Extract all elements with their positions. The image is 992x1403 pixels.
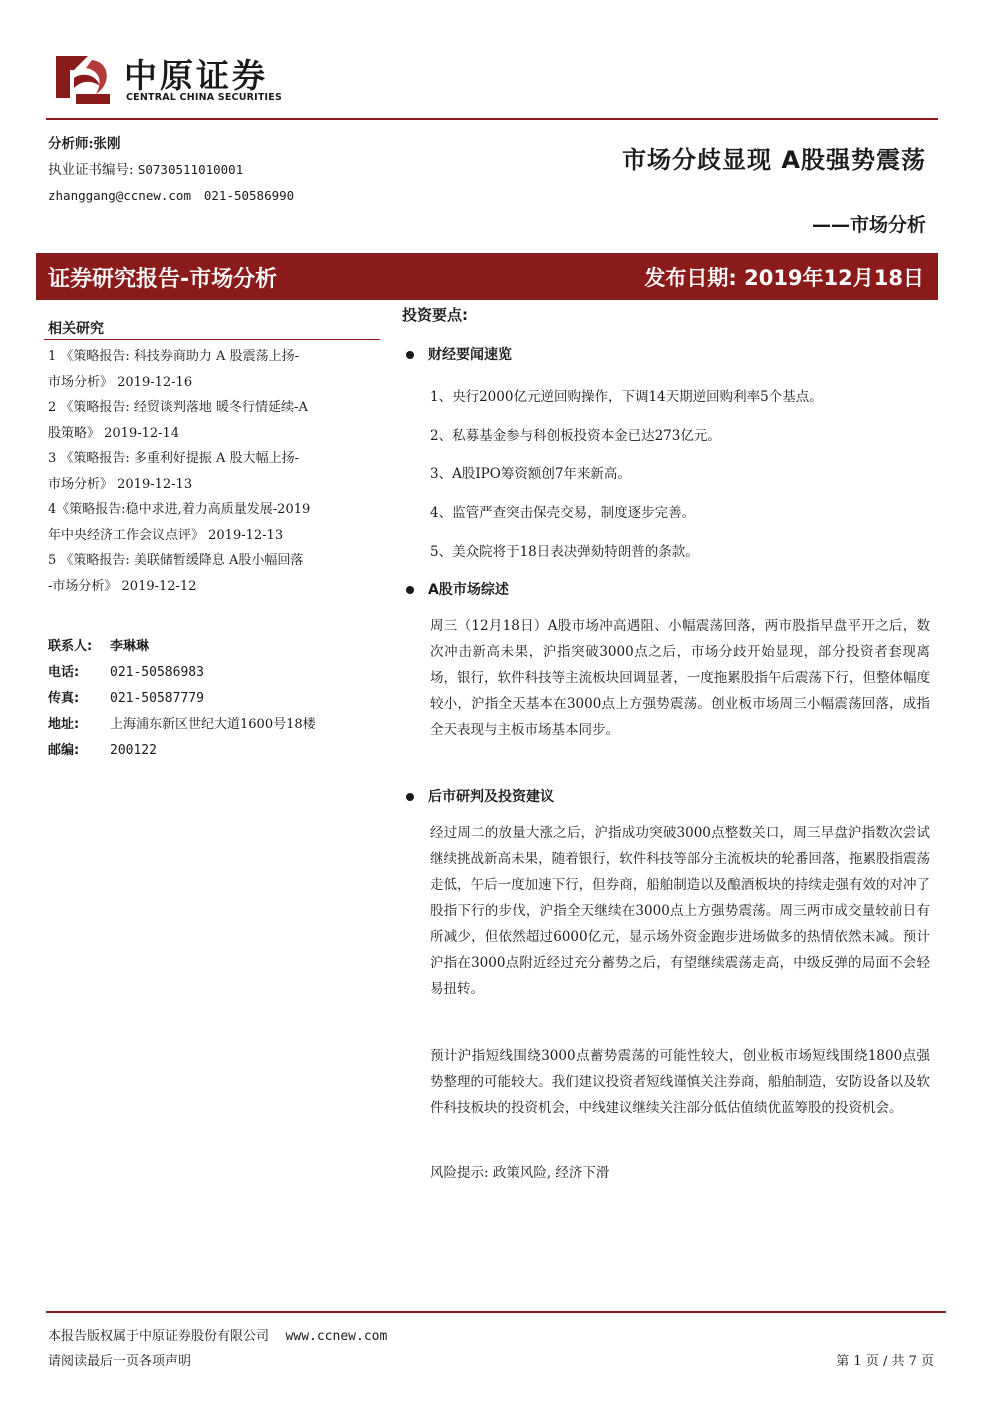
contact-tel: 021-50586983 <box>110 665 204 680</box>
analyst-email: zhanggang@ccnew.com <box>48 188 191 203</box>
cert-line <box>48 157 294 183</box>
report-subtitle: ——市场分析 <box>811 214 926 236</box>
footer-divider <box>46 1311 946 1313</box>
related-research-list <box>48 344 384 599</box>
bullet-icon <box>406 586 414 594</box>
copyright-text: 本报告版权属于中原证券股份有限公司 <box>48 1329 270 1344</box>
key-points-title: 投资要点: <box>402 306 468 324</box>
publish-date: 发布日期: 2019年12月18日 <box>644 266 924 290</box>
contact-person: 李琳琳 <box>110 639 150 654</box>
contact-addr-row: 地址: 上海浦东新区世纪大道1600号18楼 <box>48 717 316 732</box>
contact-zip: 200122 <box>110 743 157 758</box>
list-item[interactable]: 1 《策略报告: 科技券商助力 A 股震荡上扬- 市场分析》 2019-12-16 <box>48 349 299 390</box>
market-summary-paragraph: 周三（12月18日）A股市场冲高遇阻、小幅震荡回落，两市股指早盘平开之后，数次冲击新高未果，沪指突破3000点之后，市场分歧开始显现，部分投资者套现离场，银行，软件科技等主流板块回调显著，一度拖累股指午后震荡下行，但整体幅度较小，沪指全天基本在3000点上方强势震荡。创业板市场周三小幅震荡回落，成指全天表现与主板市场基本同步。 <box>430 618 930 738</box>
footer-notice: 请阅读最后一页各项声明 <box>48 1354 192 1369</box>
contact-fax: 021-50587779 <box>110 691 204 706</box>
bullet-icon <box>406 351 414 359</box>
contact-zip-row: 邮编: 200122 <box>48 743 157 758</box>
analyst-info <box>48 131 294 209</box>
outlook-paragraph-2: 预计沪指短线围绕3000点蓄势震荡的可能性较大，创业板市场短线围绕1800点强势整理的可能较大。我们建议投资者短线谨慎关注券商，船舶制造，安防设备以及软件科技板块的投资机会，中线建议继续关注部分低估值绩优蓝筹股的投资机会。 <box>430 1048 930 1116</box>
news-item: 3、A股IPO筹资额创7年来新高。 <box>430 466 631 482</box>
report-title: 市场分歧显现 A股强势震荡 <box>622 146 926 174</box>
related-divider <box>44 339 380 340</box>
footer-copyright-line <box>48 1325 387 1344</box>
contact-fax-row: 传真: 021-50587779 <box>48 691 204 706</box>
bullet-icon <box>406 793 414 801</box>
contact-block <box>48 634 316 764</box>
list-item[interactable]: 4《策略报告:稳中求进,着力高质量发展-2019 年中央经济工作会议点评》 2019-12-13 <box>48 502 311 543</box>
contact-line <box>48 183 294 209</box>
list-item[interactable]: 2 《策略报告: 经贸谈判落地 暖冬行情延续-A 股策略》 2019-12-14 <box>48 400 308 441</box>
news-item: 5、美众院将于18日表决弹劾特朗普的条款。 <box>430 544 699 560</box>
outlook-paragraph-1: 经过周二的放量大涨之后，沪指成功突破3000点整数关口，周三早盘沪指数次尝试继续挑战新高未果，随着银行，软件科技等部分主流板块的轮番回落，拖累股指震荡走低，午后一度加速下行，但券商，船舶制造以及酿酒板块的持续走强有效的对冲了股指下行的步伐，沪指全天继续在3000点上方强势震荡。周三两市成交量较前日有所减少，但依然超过6000亿元，显示场外资金跑步进场做多的热情依然未减。预计沪指在3000点附近经过充分蓄势之后，有望继续震荡走高，中级反弹的局面不会轻易扭转。 <box>430 825 930 997</box>
news-item: 4、监管严查突击保壳交易，制度逐步完善。 <box>430 505 696 521</box>
cert-number: S0730511010001 <box>137 162 244 177</box>
brand-name-cn: 中原证券 <box>124 56 268 95</box>
risk-warning: 风险提示: 政策风险, 经济下滑 <box>430 1165 610 1181</box>
report-category: 证券研究报告-市场分析 <box>48 267 278 292</box>
contact-address: 上海浦东新区世纪大道1600号18楼 <box>110 717 316 732</box>
section-market-heading: A股市场综述 <box>406 579 509 599</box>
news-item: 1、央行2000亿元逆回购操作，下调14天期逆回购利率5个基点。 <box>430 389 823 405</box>
analyst-phone: 021-50586990 <box>203 188 295 203</box>
list-item[interactable]: 3 《策略报告: 多重利好提振 A 股大幅上扬- 市场分析》 2019-12-13 <box>48 451 299 492</box>
section-outlook-heading: 后市研判及投资建议 <box>406 786 554 806</box>
brand-name-en: CENTRAL CHINA SECURITIES <box>126 92 283 103</box>
contact-person-row: 联系人: 李琳琳 <box>48 639 150 654</box>
analyst-label: 分析师: <box>48 136 94 152</box>
news-item: 2、私募基金参与科创板投资本金已达273亿元。 <box>430 428 721 444</box>
cert-label: 执业证书编号: <box>48 162 134 178</box>
contact-tel-row: 电话: 021-50586983 <box>48 665 204 680</box>
report-banner <box>36 253 938 300</box>
related-research-title: 相关研究 <box>48 321 104 337</box>
analyst-line <box>48 131 294 157</box>
list-item[interactable]: 5 《策略报告: 美联储暂缓降息 A股小幅回落 -市场分析》 2019-12-12 <box>48 553 304 594</box>
company-logo <box>52 50 114 108</box>
website-link[interactable]: www.ccnew.com <box>285 1329 388 1344</box>
page-number: 第 1 页 / 共 7 页 <box>836 1354 934 1369</box>
analyst-name: 张刚 <box>93 136 121 152</box>
section-news-heading: 财经要闻速览 <box>406 344 512 364</box>
header-divider <box>46 118 938 120</box>
